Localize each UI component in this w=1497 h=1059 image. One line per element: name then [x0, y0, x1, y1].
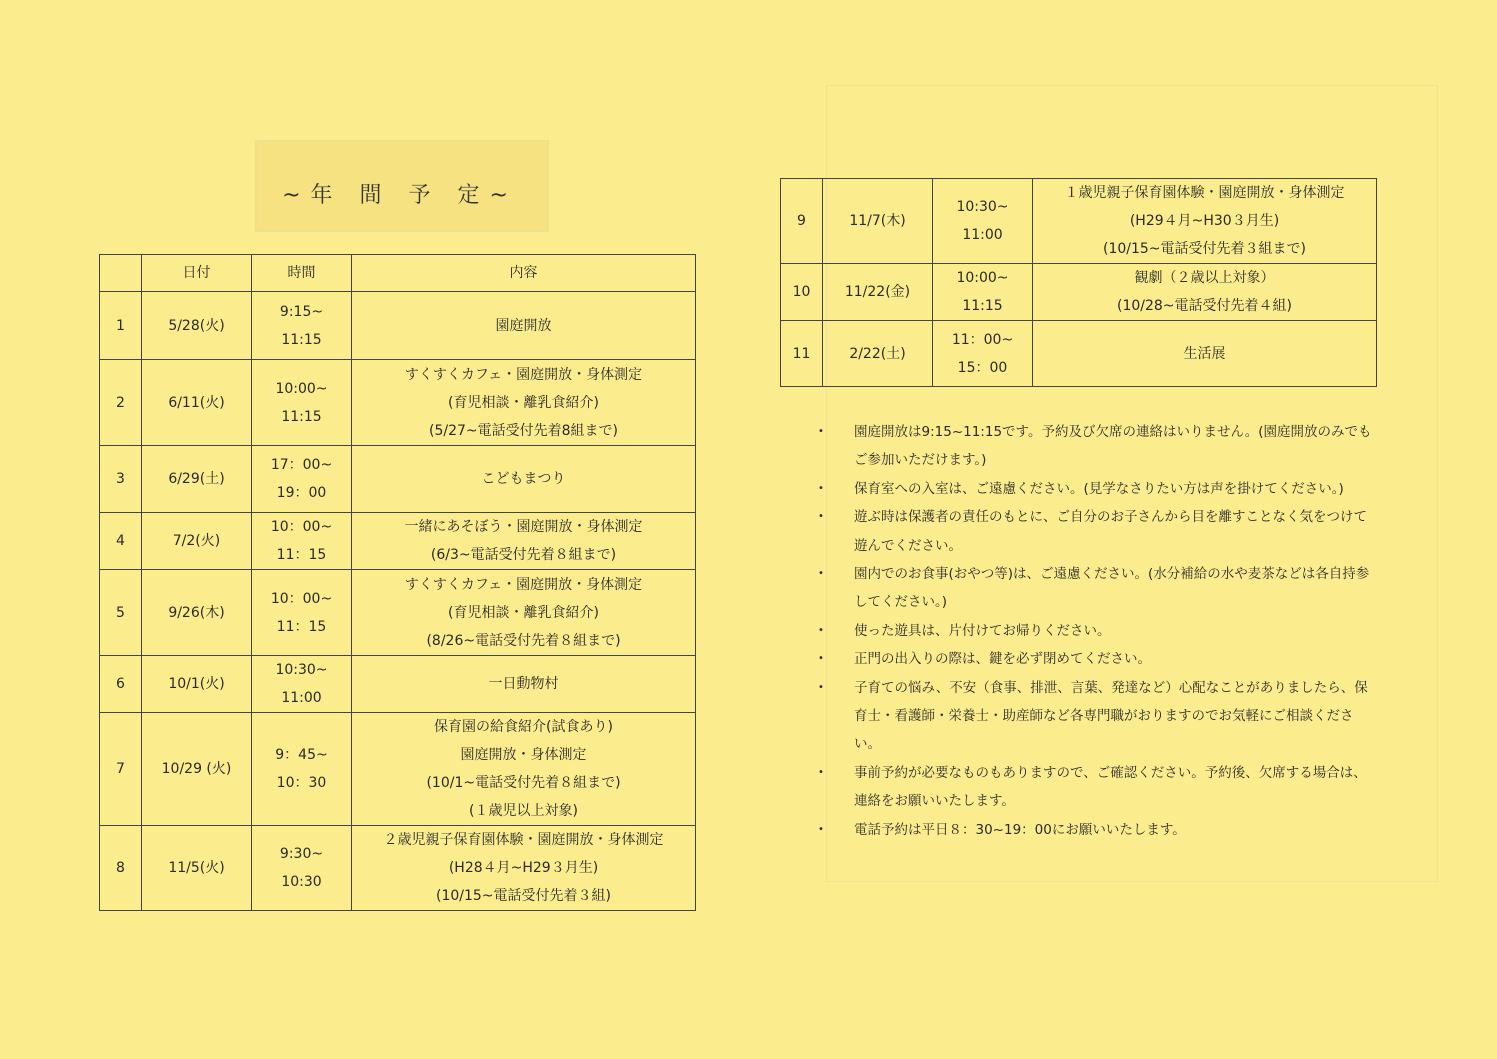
row-content-line: ２歳児親子保育園体験・園庭開放・身体測定 [383, 832, 664, 848]
row-time-line: 9：45~ [275, 747, 328, 763]
row-content-line: 観劇（２歳以上対象） [1134, 270, 1275, 286]
row-time [252, 826, 352, 911]
schedule-row [100, 446, 696, 513]
row-content-line: (10/28~電話受付先着４組) [1117, 298, 1292, 314]
row-content [352, 292, 696, 360]
row-date: 5/28(火) [142, 292, 252, 360]
notes-list [812, 418, 1372, 844]
row-time-line: 10:30~ [956, 199, 1009, 215]
note-item: • 園内でのお食事(おやつ等)は、ご遠慮ください。(水分補給の水や麦茶などは各自持参してください。) [812, 560, 1372, 617]
row-content-line: １歳児親子保育園体験・園庭開放・身体測定 [1064, 185, 1345, 201]
row-time-line: 11:15 [962, 298, 1003, 314]
note-item: • 保育室への入室は、ご遠慮ください。(見学なさりたい方は声を掛けてください。) [812, 475, 1372, 503]
row-time-line: 9:30~ [279, 846, 324, 862]
row-time-line: 11:00 [281, 690, 322, 706]
row-content [1033, 264, 1377, 321]
row-time-line: 11：00~ [951, 331, 1014, 348]
row-date: 11/5(火) [142, 826, 252, 911]
row-content-line: (8/26~電話受付先着８組まで) [426, 632, 621, 649]
row-time-line: 10:30~ [275, 662, 328, 678]
row-time [252, 713, 352, 826]
row-date: 10/1(火) [142, 656, 252, 713]
row-time-line: 10：30 [276, 775, 327, 791]
note-item: • 正門の出入りの際は、鍵を必ず閉めてください。 [812, 645, 1372, 673]
row-content-line: 一日動物村 [488, 676, 559, 692]
row-content-line: (育児相談・離乳食紹介) [448, 394, 599, 411]
row-time-line: 11:15 [281, 331, 322, 348]
row-date: 11/7(木) [823, 179, 933, 264]
row-date: 7/2(火) [142, 513, 252, 570]
schedule-table-right [780, 178, 1377, 387]
row-time-line: 11：15 [276, 547, 327, 563]
schedule-table-left [99, 254, 696, 911]
row-time-line: 9:15~ [279, 303, 324, 320]
schedule-row [781, 264, 1377, 321]
row-time-line: 10:30 [281, 874, 322, 890]
row-content-line: すくすくカフェ・園庭開放・身体測定 [404, 576, 643, 593]
row-number: 4 [100, 513, 142, 570]
schedule-row [100, 656, 696, 713]
row-time-line: 11：15 [276, 618, 327, 635]
row-content-line: (5/27~電話受付先着8組まで) [429, 422, 618, 439]
row-number: 1 [100, 292, 142, 360]
row-time-line: 11:15 [281, 408, 322, 425]
row-content [352, 656, 696, 713]
row-content-line: (10/1~電話受付先着８組まで) [426, 775, 621, 791]
row-time-line: 11:00 [962, 227, 1003, 243]
row-time [252, 570, 352, 656]
row-content-line: 保育園の給食紹介(試食あり) [434, 719, 613, 735]
note-item: • 電話予約は平日８：30~19：00にお願いいたします。 [812, 816, 1372, 844]
row-date: 11/22(金) [823, 264, 933, 321]
row-content-line: (１歳児以上対象) [469, 803, 578, 819]
row-time-line: 17：00~ [270, 457, 333, 473]
row-time-line: 15：00 [957, 359, 1008, 376]
row-number: 8 [100, 826, 142, 911]
row-date: 2/22(土) [823, 321, 933, 387]
header-number [100, 255, 142, 292]
row-date: 6/29(土) [142, 446, 252, 513]
row-number: 10 [781, 264, 823, 321]
schedule-row [781, 179, 1377, 264]
row-content [352, 713, 696, 826]
schedule-row [100, 826, 696, 911]
row-time [933, 321, 1033, 387]
row-content-line: (10/15~電話受付先着３組まで) [1103, 241, 1306, 257]
schedule-row [100, 513, 696, 570]
row-content-line: すくすくカフェ・園庭開放・身体測定 [404, 366, 643, 383]
row-content-line: 園庭開放 [495, 317, 552, 334]
row-content [352, 360, 696, 446]
row-time-line: 10:00~ [956, 270, 1009, 286]
row-date: 6/11(火) [142, 360, 252, 446]
row-time [252, 513, 352, 570]
row-date: 9/26(木) [142, 570, 252, 656]
row-content-line: (H28４月~H29３月生) [448, 860, 599, 876]
schedule-row [100, 292, 696, 360]
row-content-line: (育児相談・離乳食紹介) [448, 604, 599, 621]
note-item: • 使った遊具は、片付けてお帰りください。 [812, 617, 1372, 645]
row-time [252, 656, 352, 713]
row-number: 6 [100, 656, 142, 713]
row-time-line: 19：00 [276, 485, 327, 501]
row-number: 9 [781, 179, 823, 264]
note-item: • 遊ぶ時は保護者の責任のもとに、ご自分のお子さんから目を離すことなく気をつけて遊んでください。 [812, 503, 1372, 560]
header-date: 日付 [142, 255, 252, 292]
row-content-line: 一緒にあそぼう・園庭開放・身体測定 [404, 519, 643, 535]
row-content-line: (H29４月~H30３月生) [1129, 213, 1280, 229]
header-content: 内容 [352, 255, 696, 292]
schedule-row [100, 713, 696, 826]
row-content-line: 園庭開放・身体測定 [460, 747, 587, 763]
row-number: 7 [100, 713, 142, 826]
row-time-line: 10:00~ [275, 380, 328, 397]
row-content-line: (10/15~電話受付先着３組) [436, 888, 611, 904]
row-time [252, 360, 352, 446]
row-time-line: 10：00~ [270, 590, 333, 607]
note-item: • 事前予約が必要なものもありますので、ご確認ください。予約後、欠席する場合は、連絡をお願いいたします。 [812, 759, 1372, 816]
row-content-line: 生活展 [1183, 345, 1226, 362]
row-time [933, 264, 1033, 321]
row-content [352, 826, 696, 911]
row-content-line: (6/3~電話受付先着８組まで) [430, 547, 617, 563]
note-item: • 園庭開放は9:15~11:15です。予約及び欠席の連絡はいりません。(園庭開放のみでもご参加いただけます。) [812, 418, 1372, 475]
row-number: 3 [100, 446, 142, 513]
row-time [933, 179, 1033, 264]
row-number: 5 [100, 570, 142, 656]
row-content [352, 513, 696, 570]
row-content [352, 446, 696, 513]
row-time-line: 10：00~ [270, 519, 333, 535]
schedule-row [100, 570, 696, 656]
row-content [352, 570, 696, 656]
row-date: 10/29 (火) [142, 713, 252, 826]
header-time: 時間 [252, 255, 352, 292]
note-item: • 子育ての悩み、不安（食事、排泄、言葉、発達など）心配なことがありましたら、保育士・看護師・栄養士・助産師など各専門職がおりますのでお気軽にご相談ください。 [812, 674, 1372, 759]
row-number: 2 [100, 360, 142, 446]
row-content [1033, 321, 1377, 387]
row-time [252, 446, 352, 513]
page-title: ~年 間 予 定~ [282, 183, 518, 208]
row-number: 11 [781, 321, 823, 387]
row-content [1033, 179, 1377, 264]
row-time [252, 292, 352, 360]
schedule-row [100, 360, 696, 446]
schedule-row [781, 321, 1377, 387]
row-content-line: こどもまつり [481, 471, 566, 487]
